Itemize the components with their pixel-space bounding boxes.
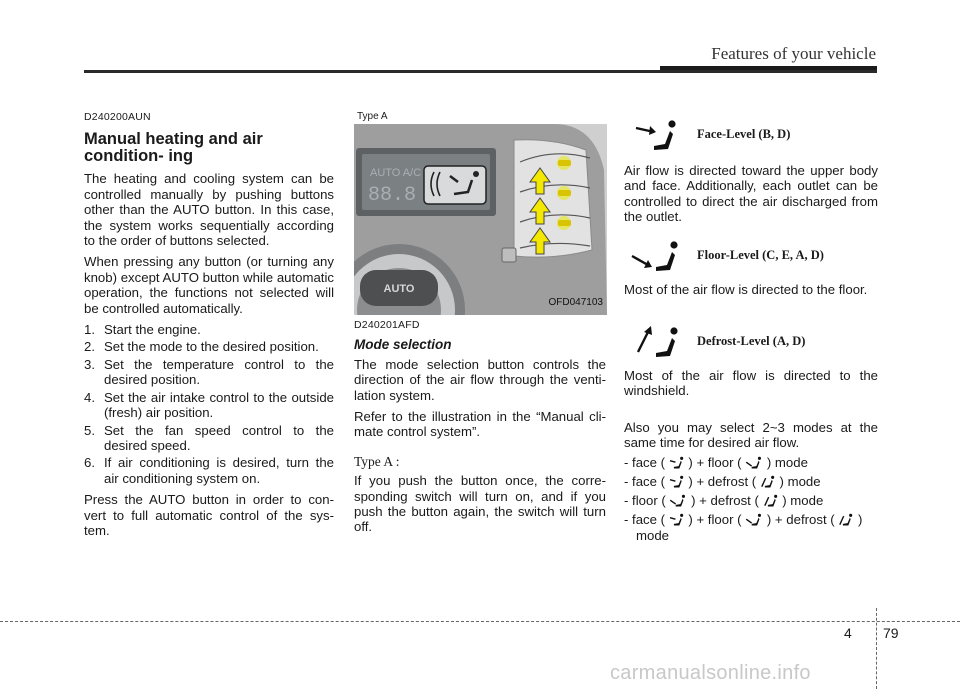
paragraph: Also you may select 2~3 modes at the same time for desired air flow. xyxy=(624,420,878,451)
list-item: 1. Start the engine. xyxy=(84,322,201,338)
list-item: 4. Set the air intake control to the outside (fresh) air position. xyxy=(84,389,334,421)
svg-text:AUTO A/C: AUTO A/C xyxy=(370,167,422,179)
floor-icon xyxy=(745,513,763,527)
paragraph: Refer to the illustration in the “Manual cli- mate control system”. xyxy=(354,409,606,440)
steps-list xyxy=(84,322,334,486)
page-number: 79 xyxy=(883,625,899,641)
floor-icon xyxy=(745,456,763,470)
face-level-label: Face-Level (B, D) xyxy=(697,127,791,141)
defrost-icon xyxy=(760,475,776,489)
section-code: D240201AFD xyxy=(354,319,420,331)
face-icon xyxy=(669,456,685,470)
subheading: Mode selection xyxy=(354,337,452,353)
paragraph: The mode selection button controls the direction of the air flow through the venti- lation system. xyxy=(354,356,606,403)
svg-text:88.8: 88.8 xyxy=(368,184,417,207)
floor-icon xyxy=(669,494,687,508)
defrost-level-text: Most of the air flow is directed to the windshield. xyxy=(624,368,878,399)
list-item: 6. If air conditioning is desired, turn the air conditioning system on. xyxy=(84,455,334,486)
header-rule xyxy=(84,70,877,73)
defrost-icon xyxy=(838,513,854,527)
type-heading: Type A : xyxy=(354,453,400,469)
list-item: 3. Set the temperature control to the desired position. xyxy=(84,356,334,388)
combo-face-floor-defrost: - face ( ) + floor ( ) + defrost ( ) xyxy=(624,511,863,527)
paragraph: Press the AUTO button in order to con- vert to full automatic control of the sys- tem. xyxy=(84,492,334,538)
figure-type-label: Type A xyxy=(357,111,388,122)
auto-button-label: AUTO xyxy=(383,283,415,295)
face-mode-icon xyxy=(632,116,684,152)
paragraph: The heating and cooling system can be controlled manually by pushing buttons other than the AUTO button. In this case, the system works sequentially according to the order of buttons selected. xyxy=(84,171,334,249)
combination-modes xyxy=(624,420,878,543)
defrost-level-label: Defrost-Level (A, D) xyxy=(697,334,806,348)
defrost-icon xyxy=(763,494,779,508)
section-heading: Manual heating and air condition- ing xyxy=(84,130,263,166)
combo-floor-defrost: - floor ( ) + defrost ( ) mode xyxy=(624,492,824,508)
middle-column xyxy=(354,318,606,541)
chapter-number: 4 xyxy=(844,625,852,641)
section-code: D240200AUN xyxy=(84,111,151,123)
floor-mode-icon xyxy=(628,238,684,274)
combo-mode-word: mode xyxy=(636,527,669,543)
climate-control-figure xyxy=(354,110,607,315)
left-column xyxy=(84,110,334,544)
face-icon xyxy=(669,513,685,527)
footer-divider xyxy=(876,608,877,689)
face-level-text: Air flow is directed toward the upper body and face. Additionally, each outlet can be controlled to direct the air discharged from the outlet. xyxy=(624,163,878,225)
combo-face-floor: - face ( ) + floor ( ) mode xyxy=(624,454,808,470)
floor-level-text: Most of the air flow is directed to the floor. xyxy=(624,282,868,297)
footer-rule xyxy=(0,621,960,622)
watermark: carmanualsonline.info xyxy=(610,662,811,684)
list-item: 2. Set the mode to the desired position. xyxy=(84,339,319,355)
face-icon xyxy=(669,475,685,489)
control-panel-illustration xyxy=(354,110,607,315)
defrost-mode-icon xyxy=(632,322,684,360)
running-header: Features of your vehicle xyxy=(711,44,876,63)
paragraph: When pressing any button (or turning any knob) except AUTO button while automatic operation, the functions not selected will be controlled automatically. xyxy=(84,254,334,316)
list-item: 5. Set the fan speed control to the desired speed. xyxy=(84,422,334,453)
combo-face-defrost: - face ( ) + defrost ( ) mode xyxy=(624,473,821,489)
paragraph: If you push the button once, the corre- sponding switch will turn on, and if you push the button again, the switch will turn off. xyxy=(354,473,606,535)
figure-code: OFD047103 xyxy=(548,297,603,308)
floor-level-label: Floor-Level (C, E, A, D) xyxy=(697,248,824,262)
